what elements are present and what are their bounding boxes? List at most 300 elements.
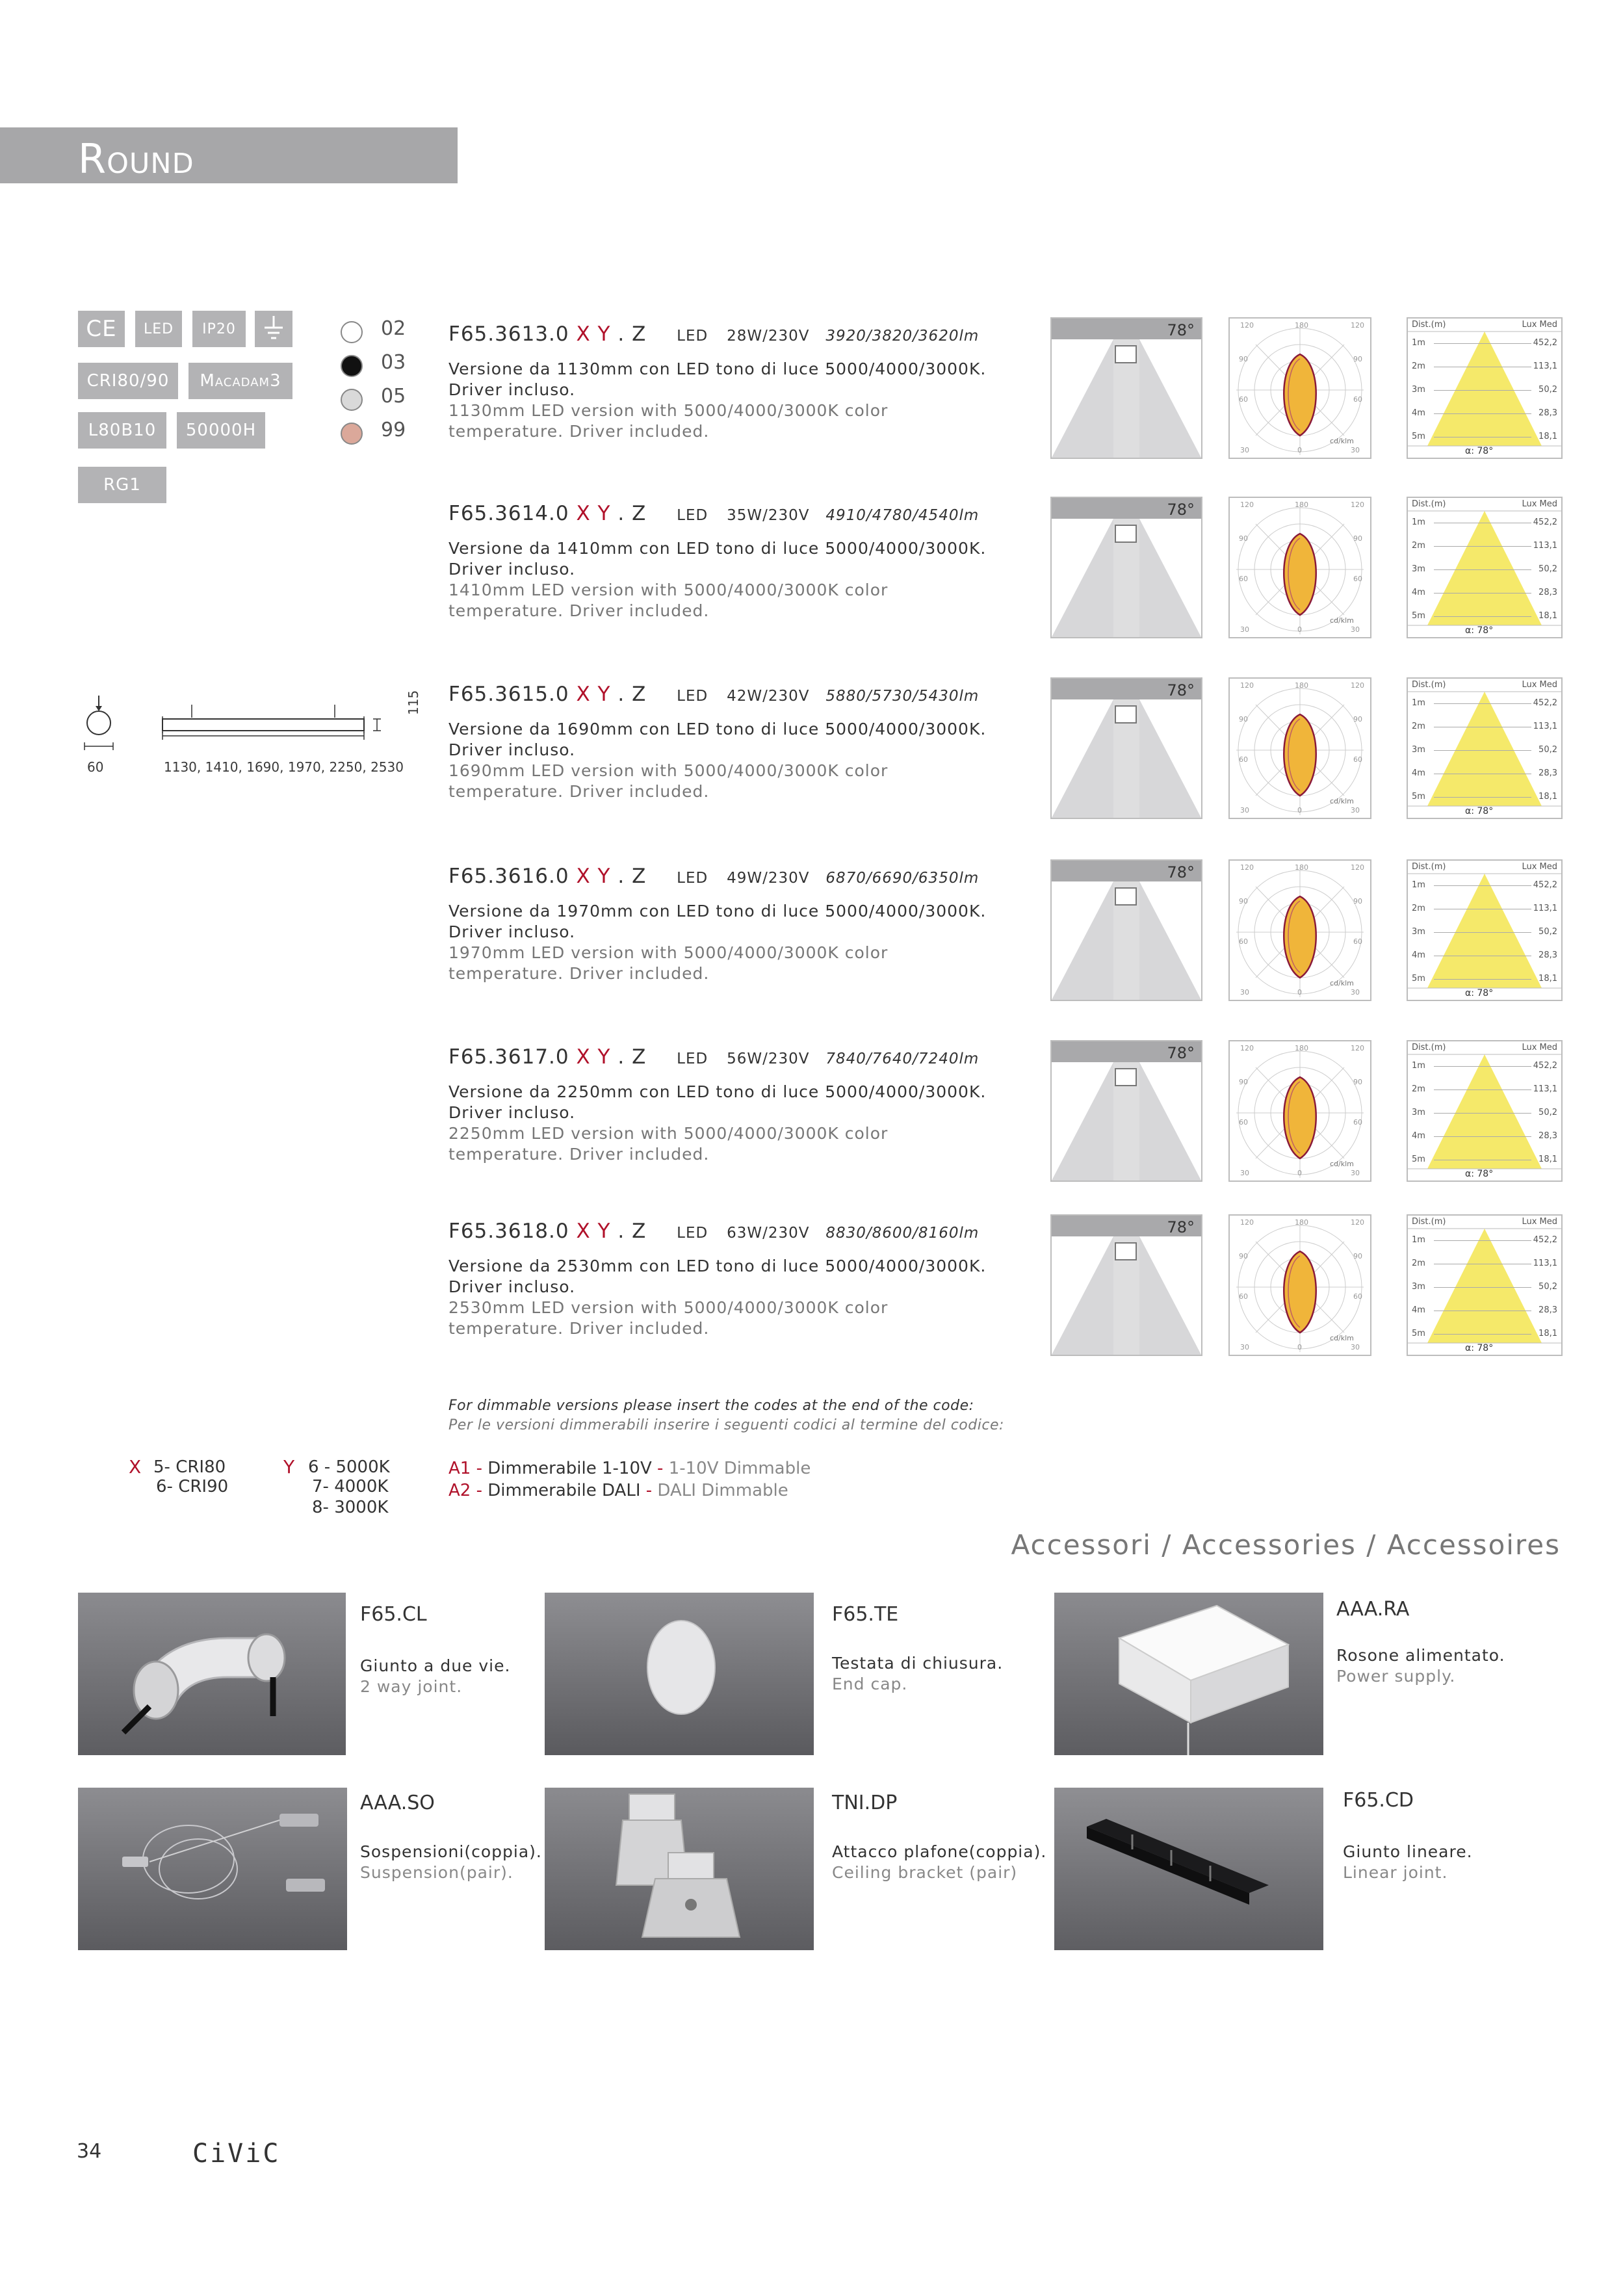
dimmable-note-it: Per le versioni dimmerabili inserire i seguenti codici al termine del codice: (448, 1417, 1004, 1433)
lux-value-header: Lux Med (1522, 1043, 1557, 1052)
product-description (448, 1082, 986, 1165)
lux-value-header: Lux Med (1522, 1217, 1557, 1227)
lux-distance: 1m (1412, 698, 1425, 708)
lifetime-badge: 50000H (177, 412, 265, 449)
finish-code: 05 (381, 385, 406, 408)
product-description (448, 1256, 986, 1339)
product-led-label: LED (677, 870, 708, 887)
polar-label: 90 (1353, 715, 1362, 724)
macadam-badge: Macadam3 (188, 363, 292, 399)
polar-label: 120 (1351, 321, 1364, 330)
lux-leader-line (1434, 616, 1531, 617)
product-led-label: LED (677, 1050, 708, 1067)
polar-unit: cd/klm (1330, 1334, 1354, 1342)
product-led-label: LED (677, 688, 708, 705)
lux-value: 50,2 (1539, 745, 1557, 755)
lux-distance: 3m (1412, 927, 1425, 937)
lux-value: 18,1 (1539, 611, 1557, 621)
lux-value-header: Lux Med (1522, 499, 1557, 509)
product-lumens: 7840/7640/7240lm (825, 1050, 980, 1067)
lux-value: 18,1 (1539, 1155, 1557, 1164)
beam-diagram (1050, 317, 1202, 459)
x-option: 5- CRI80 (153, 1457, 226, 1477)
lux-distance: 3m (1412, 1282, 1425, 1292)
polar-label: 120 (1240, 681, 1254, 690)
product-description (448, 359, 986, 442)
polar-label: 0 (1297, 1343, 1302, 1351)
product-desc-en: temperature. Driver included. (448, 1145, 710, 1164)
product-led-label: LED (677, 328, 708, 345)
polar-label: 60 (1353, 395, 1362, 404)
dimension-drawing (71, 690, 435, 780)
polar-label: 90 (1239, 1252, 1248, 1260)
lux-value-header: Lux Med (1522, 862, 1557, 872)
polar-unit: cd/klm (1330, 437, 1354, 445)
polar-label: 30 (1351, 446, 1360, 454)
polar-label: 90 (1239, 715, 1248, 724)
lux-distance: 3m (1412, 745, 1425, 755)
x-legend-label: X (129, 1456, 142, 1478)
polar-label: 120 (1240, 1044, 1254, 1052)
lux-distance: 4m (1412, 588, 1425, 597)
lux-distance: 1m (1412, 517, 1425, 527)
finish-code: 99 (381, 419, 406, 441)
polar-label: 60 (1353, 575, 1362, 583)
separator: - (640, 1481, 658, 1500)
beam-angle: 78° (1167, 1218, 1195, 1236)
beam-diagram (1050, 1214, 1202, 1356)
lux-leader-line (1434, 546, 1531, 547)
product-desc-en: 1410mm LED version with 5000/4000/3000K color (448, 581, 889, 599)
beam-angle: 78° (1167, 321, 1195, 339)
product-code-line (448, 322, 979, 346)
lux-distance: 4m (1412, 1305, 1425, 1315)
lux-leader-line (1434, 343, 1531, 344)
polar-label: 60 (1239, 1118, 1248, 1127)
lux-dist-header: Dist.(m) (1412, 680, 1446, 690)
lux-value: 50,2 (1539, 385, 1557, 395)
polar-diagram (1228, 497, 1371, 638)
beam-angle: 78° (1167, 501, 1195, 519)
lux-alpha: α: 78° (1465, 988, 1494, 998)
product-power: 35W/230V (727, 507, 810, 524)
polar-label: 0 (1297, 1169, 1302, 1177)
finish-swatch (341, 355, 363, 377)
accessory-desc-it: Sospensioni(coppia). (360, 1842, 542, 1861)
lux-distance: 4m (1412, 768, 1425, 778)
polar-label: 90 (1353, 1252, 1362, 1260)
polar-label: 120 (1240, 1218, 1254, 1227)
dimmable-note-en: For dimmable versions please insert the codes at the end of the code: (448, 1398, 974, 1414)
lux-value: 18,1 (1539, 432, 1557, 441)
lux-distance: 2m (1412, 541, 1425, 551)
polar-label: 90 (1353, 897, 1362, 906)
polar-label: 30 (1351, 1169, 1360, 1177)
brand-logo: CiViC (192, 2139, 281, 2169)
polar-unit: cd/klm (1330, 979, 1354, 987)
product-desc-it: Driver incluso. (448, 922, 576, 941)
polar-label: 60 (1353, 937, 1362, 946)
product-desc-it: Driver incluso. (448, 1277, 576, 1296)
product-desc-en: temperature. Driver included. (448, 1319, 710, 1338)
lux-dist-header: Dist.(m) (1412, 862, 1446, 872)
lux-leader-line (1434, 390, 1531, 391)
lux-value: 452,2 (1533, 1061, 1557, 1071)
lux-leader-line (1434, 1113, 1531, 1114)
lux-value: 50,2 (1539, 927, 1557, 937)
polar-label: 180 (1295, 1044, 1308, 1052)
accessory-desc-en: Linear joint. (1343, 1863, 1448, 1882)
led-badge: LED (135, 311, 182, 347)
polar-label: 180 (1295, 321, 1308, 330)
beam-angle: 78° (1167, 1044, 1195, 1062)
polar-label: 30 (1240, 806, 1249, 815)
polar-label: 30 (1240, 625, 1249, 634)
product-desc-it: Driver incluso. (448, 740, 576, 759)
ground-icon (255, 311, 292, 347)
lux-value: 50,2 (1539, 1282, 1557, 1292)
lux-value: 50,2 (1539, 1108, 1557, 1117)
product-desc-en: 1690mm LED version with 5000/4000/3000K color (448, 761, 889, 780)
product-desc-it: Versione da 2530mm con LED tono di luce 5000/4000/3000K. (448, 1257, 987, 1275)
lux-leader-line (1434, 1240, 1531, 1241)
lux-value: 452,2 (1533, 698, 1557, 708)
lux-value: 113,1 (1533, 1259, 1557, 1268)
product-variant-z: . Z (617, 502, 647, 525)
polar-diagram (1228, 317, 1371, 459)
lux-value: 452,2 (1533, 1235, 1557, 1245)
polar-label: 90 (1239, 897, 1248, 906)
y-option: 8- 3000K (312, 1498, 389, 1517)
product-desc-en: 2250mm LED version with 5000/4000/3000K color (448, 1124, 889, 1143)
x-option: 6- CRI90 (156, 1477, 229, 1496)
lux-value: 113,1 (1533, 1084, 1557, 1094)
polar-label: 90 (1353, 534, 1362, 543)
lux-distance: 3m (1412, 1108, 1425, 1117)
polar-label: 120 (1351, 1044, 1364, 1052)
product-desc-en: temperature. Driver included. (448, 964, 710, 983)
lux-distance: 1m (1412, 880, 1425, 890)
polar-label: 60 (1239, 575, 1248, 583)
lux-distance: 4m (1412, 408, 1425, 418)
lux-leader-line (1434, 979, 1531, 980)
lux-value: 28,3 (1539, 950, 1557, 960)
lux-distance: 2m (1412, 904, 1425, 913)
polar-label: 90 (1239, 1078, 1248, 1086)
product-desc-en: 1970mm LED version with 5000/4000/3000K color (448, 943, 889, 962)
polar-diagram (1228, 1040, 1371, 1182)
product-variant-xy: X Y (576, 322, 611, 346)
product-desc-en: temperature. Driver included. (448, 601, 710, 620)
accessory-desc-it: Giunto a due vie. (360, 1656, 511, 1675)
polar-label: 90 (1353, 1078, 1362, 1086)
polar-label: 120 (1240, 501, 1254, 509)
beam-diagram (1050, 1040, 1202, 1182)
lux-value-header: Lux Med (1522, 320, 1557, 330)
lux-value: 113,1 (1533, 722, 1557, 731)
product-code-line (448, 1045, 979, 1069)
polar-diagram (1228, 677, 1371, 819)
dimming-en: DALI Dimmable (657, 1481, 788, 1500)
accessory-desc-en: Suspension(pair). (360, 1863, 513, 1882)
lux-value: 28,3 (1539, 768, 1557, 778)
beam-diagram (1050, 677, 1202, 819)
product-code-line (448, 502, 979, 525)
x-legend (129, 1456, 229, 1496)
polar-label: 90 (1353, 355, 1362, 363)
lux-leader-line (1434, 593, 1531, 594)
polar-label: 120 (1351, 863, 1364, 872)
lux-table-diagram (1407, 317, 1563, 459)
polar-label: 60 (1239, 1292, 1248, 1301)
product-variant-xy: X Y (576, 1045, 611, 1069)
accessory-photo-suspension (78, 1788, 347, 1950)
beam-angle: 78° (1167, 681, 1195, 699)
lux-leader-line (1434, 885, 1531, 886)
lux-leader-line (1434, 1287, 1531, 1288)
lux-value: 113,1 (1533, 904, 1557, 913)
lux-distance: 3m (1412, 564, 1425, 574)
product-desc-en: 1130mm LED version with 5000/4000/3000K color (448, 401, 889, 420)
height-label: 115 (406, 690, 421, 715)
finish-code: 02 (381, 317, 406, 340)
dimming-it: Dimmerabile 1-10V (487, 1459, 652, 1478)
beam-diagram (1050, 497, 1202, 638)
lux-distance: 5m (1412, 1329, 1425, 1338)
y-legend (283, 1456, 390, 1517)
separator: - (651, 1459, 669, 1478)
product-code: F65.3613.0 (448, 322, 569, 346)
product-variant-z: . Z (617, 865, 647, 888)
lux-leader-line (1434, 1334, 1531, 1335)
accessory-code: AAA.SO (360, 1792, 435, 1814)
product-code-line (448, 865, 979, 888)
lengths-label: 1130, 1410, 1690, 1970, 2250, 2530 (164, 759, 404, 775)
lux-dist-header: Dist.(m) (1412, 1043, 1446, 1052)
lux-dist-header: Dist.(m) (1412, 1217, 1446, 1227)
accessory-desc-it: Testata di chiusura. (832, 1654, 1004, 1673)
lux-distance: 1m (1412, 1061, 1425, 1071)
product-lumens: 6870/6690/6350lm (825, 870, 980, 887)
accessory-code: F65.CD (1343, 1789, 1414, 1812)
product-code-line (448, 683, 979, 706)
polar-label: 30 (1240, 446, 1249, 454)
lux-value: 28,3 (1539, 408, 1557, 418)
polar-label: 30 (1240, 1343, 1249, 1351)
product-description (448, 901, 986, 984)
lux-leader-line (1434, 750, 1531, 751)
lux-alpha: α: 78° (1465, 446, 1494, 456)
polar-unit: cd/klm (1330, 1160, 1354, 1168)
product-variant-z: . Z (617, 1045, 647, 1069)
lux-value-header: Lux Med (1522, 680, 1557, 690)
separator: - (471, 1459, 488, 1478)
polar-label: 120 (1240, 321, 1254, 330)
accessory-desc-en: 2 way joint. (360, 1677, 463, 1696)
product-variant-z: . Z (617, 322, 647, 346)
lux-value: 113,1 (1533, 361, 1557, 371)
lux-table-diagram (1407, 497, 1563, 638)
lux-value: 113,1 (1533, 541, 1557, 551)
risk-group-badge: RG1 (78, 467, 166, 503)
polar-label: 90 (1239, 355, 1248, 363)
polar-label: 30 (1351, 988, 1360, 997)
lux-distance: 4m (1412, 950, 1425, 960)
polar-diagram (1228, 859, 1371, 1001)
section-title-band (0, 127, 458, 183)
polar-label: 180 (1295, 863, 1308, 872)
product-code: F65.3614.0 (448, 502, 569, 525)
dimming-option (448, 1481, 788, 1500)
accessory-desc-it: Giunto lineare. (1343, 1842, 1473, 1861)
lux-leader-line (1434, 703, 1531, 704)
lux-alpha: α: 78° (1465, 1169, 1494, 1179)
polar-label: 30 (1240, 1169, 1249, 1177)
product-code: F65.3615.0 (448, 683, 569, 706)
diameter-label: 60 (87, 759, 104, 775)
polar-label: 60 (1353, 1118, 1362, 1127)
ce-mark-badge: CE (78, 311, 125, 347)
dimming-option (448, 1459, 811, 1478)
accessory-photo-joint (78, 1593, 346, 1755)
polar-label: 0 (1297, 625, 1302, 634)
lux-alpha: α: 78° (1465, 806, 1494, 816)
lux-dist-header: Dist.(m) (1412, 499, 1446, 509)
beam-angle: 78° (1167, 863, 1195, 881)
lux-table-diagram (1407, 859, 1563, 1001)
lumen-maintenance-badge: L80B10 (78, 412, 166, 449)
lux-value: 28,3 (1539, 1131, 1557, 1141)
dimming-code: A2 (448, 1481, 471, 1500)
cri-badge: CRI80/90 (78, 363, 178, 399)
finish-swatch (341, 423, 363, 445)
product-code-line (448, 1220, 979, 1243)
product-power: 42W/230V (727, 688, 810, 705)
product-desc-it: Driver incluso. (448, 380, 576, 399)
finish-swatch (341, 321, 363, 343)
y-legend-label: Y (283, 1456, 295, 1478)
polar-label: 0 (1297, 988, 1302, 997)
lux-leader-line (1434, 569, 1531, 570)
accessory-code: AAA.RA (1336, 1598, 1410, 1621)
accessory-photo-rosette (1054, 1593, 1323, 1755)
product-description (448, 719, 986, 802)
product-desc-it: Versione da 1410mm con LED tono di luce 5000/4000/3000K. (448, 539, 987, 558)
lux-alpha: α: 78° (1465, 625, 1494, 636)
lux-leader-line (1434, 413, 1531, 414)
finish-swatch (341, 389, 363, 411)
page-number: 34 (77, 2140, 102, 2163)
accessory-photo-bracket (545, 1788, 814, 1950)
product-variant-z: . Z (617, 683, 647, 706)
polar-label: 120 (1351, 1218, 1364, 1227)
product-power: 49W/230V (727, 870, 810, 887)
lux-distance: 5m (1412, 611, 1425, 621)
lux-value: 28,3 (1539, 1305, 1557, 1315)
product-description (448, 538, 986, 621)
y-option: 7- 4000K (312, 1477, 389, 1496)
beam-diagram (1050, 859, 1202, 1001)
accessory-photo-endcap (545, 1593, 814, 1755)
polar-unit: cd/klm (1330, 797, 1354, 805)
lux-dist-header: Dist.(m) (1412, 320, 1446, 330)
polar-diagram (1228, 1214, 1371, 1356)
product-variant-xy: X Y (576, 683, 611, 706)
product-desc-it: Driver incluso. (448, 560, 576, 579)
polar-label: 90 (1239, 534, 1248, 543)
product-led-label: LED (677, 507, 708, 524)
product-desc-it: Versione da 1130mm con LED tono di luce 5000/4000/3000K. (448, 359, 987, 378)
product-code: F65.3617.0 (448, 1045, 569, 1069)
lux-value: 452,2 (1533, 880, 1557, 890)
polar-label: 120 (1351, 681, 1364, 690)
lux-distance: 2m (1412, 1259, 1425, 1268)
accessory-desc-en: Power supply. (1336, 1667, 1456, 1686)
separator: - (471, 1481, 488, 1500)
product-desc-it: Versione da 2250mm con LED tono di luce 5000/4000/3000K. (448, 1082, 987, 1101)
polar-label: 30 (1351, 1343, 1360, 1351)
product-desc-it: Driver incluso. (448, 1103, 576, 1122)
product-desc-en: temperature. Driver included. (448, 782, 710, 801)
product-desc-it: Versione da 1690mm con LED tono di luce 5000/4000/3000K. (448, 720, 987, 738)
polar-label: 60 (1353, 1292, 1362, 1301)
product-lumens: 3920/3820/3620lm (825, 328, 980, 345)
lux-distance: 5m (1412, 432, 1425, 441)
product-lumens: 8830/8600/8160lm (825, 1225, 980, 1242)
lux-table-diagram (1407, 1040, 1563, 1182)
accessory-code: TNI.DP (832, 1792, 898, 1814)
polar-label: 60 (1239, 755, 1248, 764)
accessory-photo-linear-joint (1054, 1788, 1323, 1950)
lux-value: 50,2 (1539, 564, 1557, 574)
lux-value: 452,2 (1533, 517, 1557, 527)
polar-label: 60 (1239, 395, 1248, 404)
lux-table-diagram (1407, 1214, 1563, 1356)
accessory-desc-en: Ceiling bracket (pair) (832, 1863, 1018, 1882)
product-desc-en: 2530mm LED version with 5000/4000/3000K color (448, 1298, 889, 1317)
lux-value: 18,1 (1539, 974, 1557, 984)
lux-value: 18,1 (1539, 1329, 1557, 1338)
polar-label: 0 (1297, 446, 1302, 454)
polar-unit: cd/klm (1330, 616, 1354, 625)
product-variant-xy: X Y (576, 865, 611, 888)
dimming-code: A1 (448, 1459, 471, 1478)
ip-rating-badge: IP20 (192, 311, 246, 347)
lux-distance: 4m (1412, 1131, 1425, 1141)
lux-value: 18,1 (1539, 792, 1557, 802)
lux-leader-line (1434, 932, 1531, 933)
polar-label: 30 (1240, 988, 1249, 997)
lux-leader-line (1434, 1136, 1531, 1137)
lux-leader-line (1434, 1066, 1531, 1067)
polar-label: 120 (1240, 863, 1254, 872)
section-title: Round (78, 135, 194, 183)
accessory-desc-en: End cap. (832, 1675, 908, 1693)
lux-leader-line (1434, 797, 1531, 798)
polar-label: 180 (1295, 1218, 1308, 1227)
polar-label: 0 (1297, 806, 1302, 815)
lux-distance: 3m (1412, 385, 1425, 395)
product-variant-xy: X Y (576, 1220, 611, 1243)
polar-label: 30 (1351, 806, 1360, 815)
lux-distance: 5m (1412, 792, 1425, 802)
lux-value: 452,2 (1533, 338, 1557, 348)
lux-distance: 2m (1412, 1084, 1425, 1094)
lux-distance: 1m (1412, 1235, 1425, 1245)
finish-code: 03 (381, 351, 406, 374)
polar-label: 30 (1351, 625, 1360, 634)
polar-label: 180 (1295, 681, 1308, 690)
